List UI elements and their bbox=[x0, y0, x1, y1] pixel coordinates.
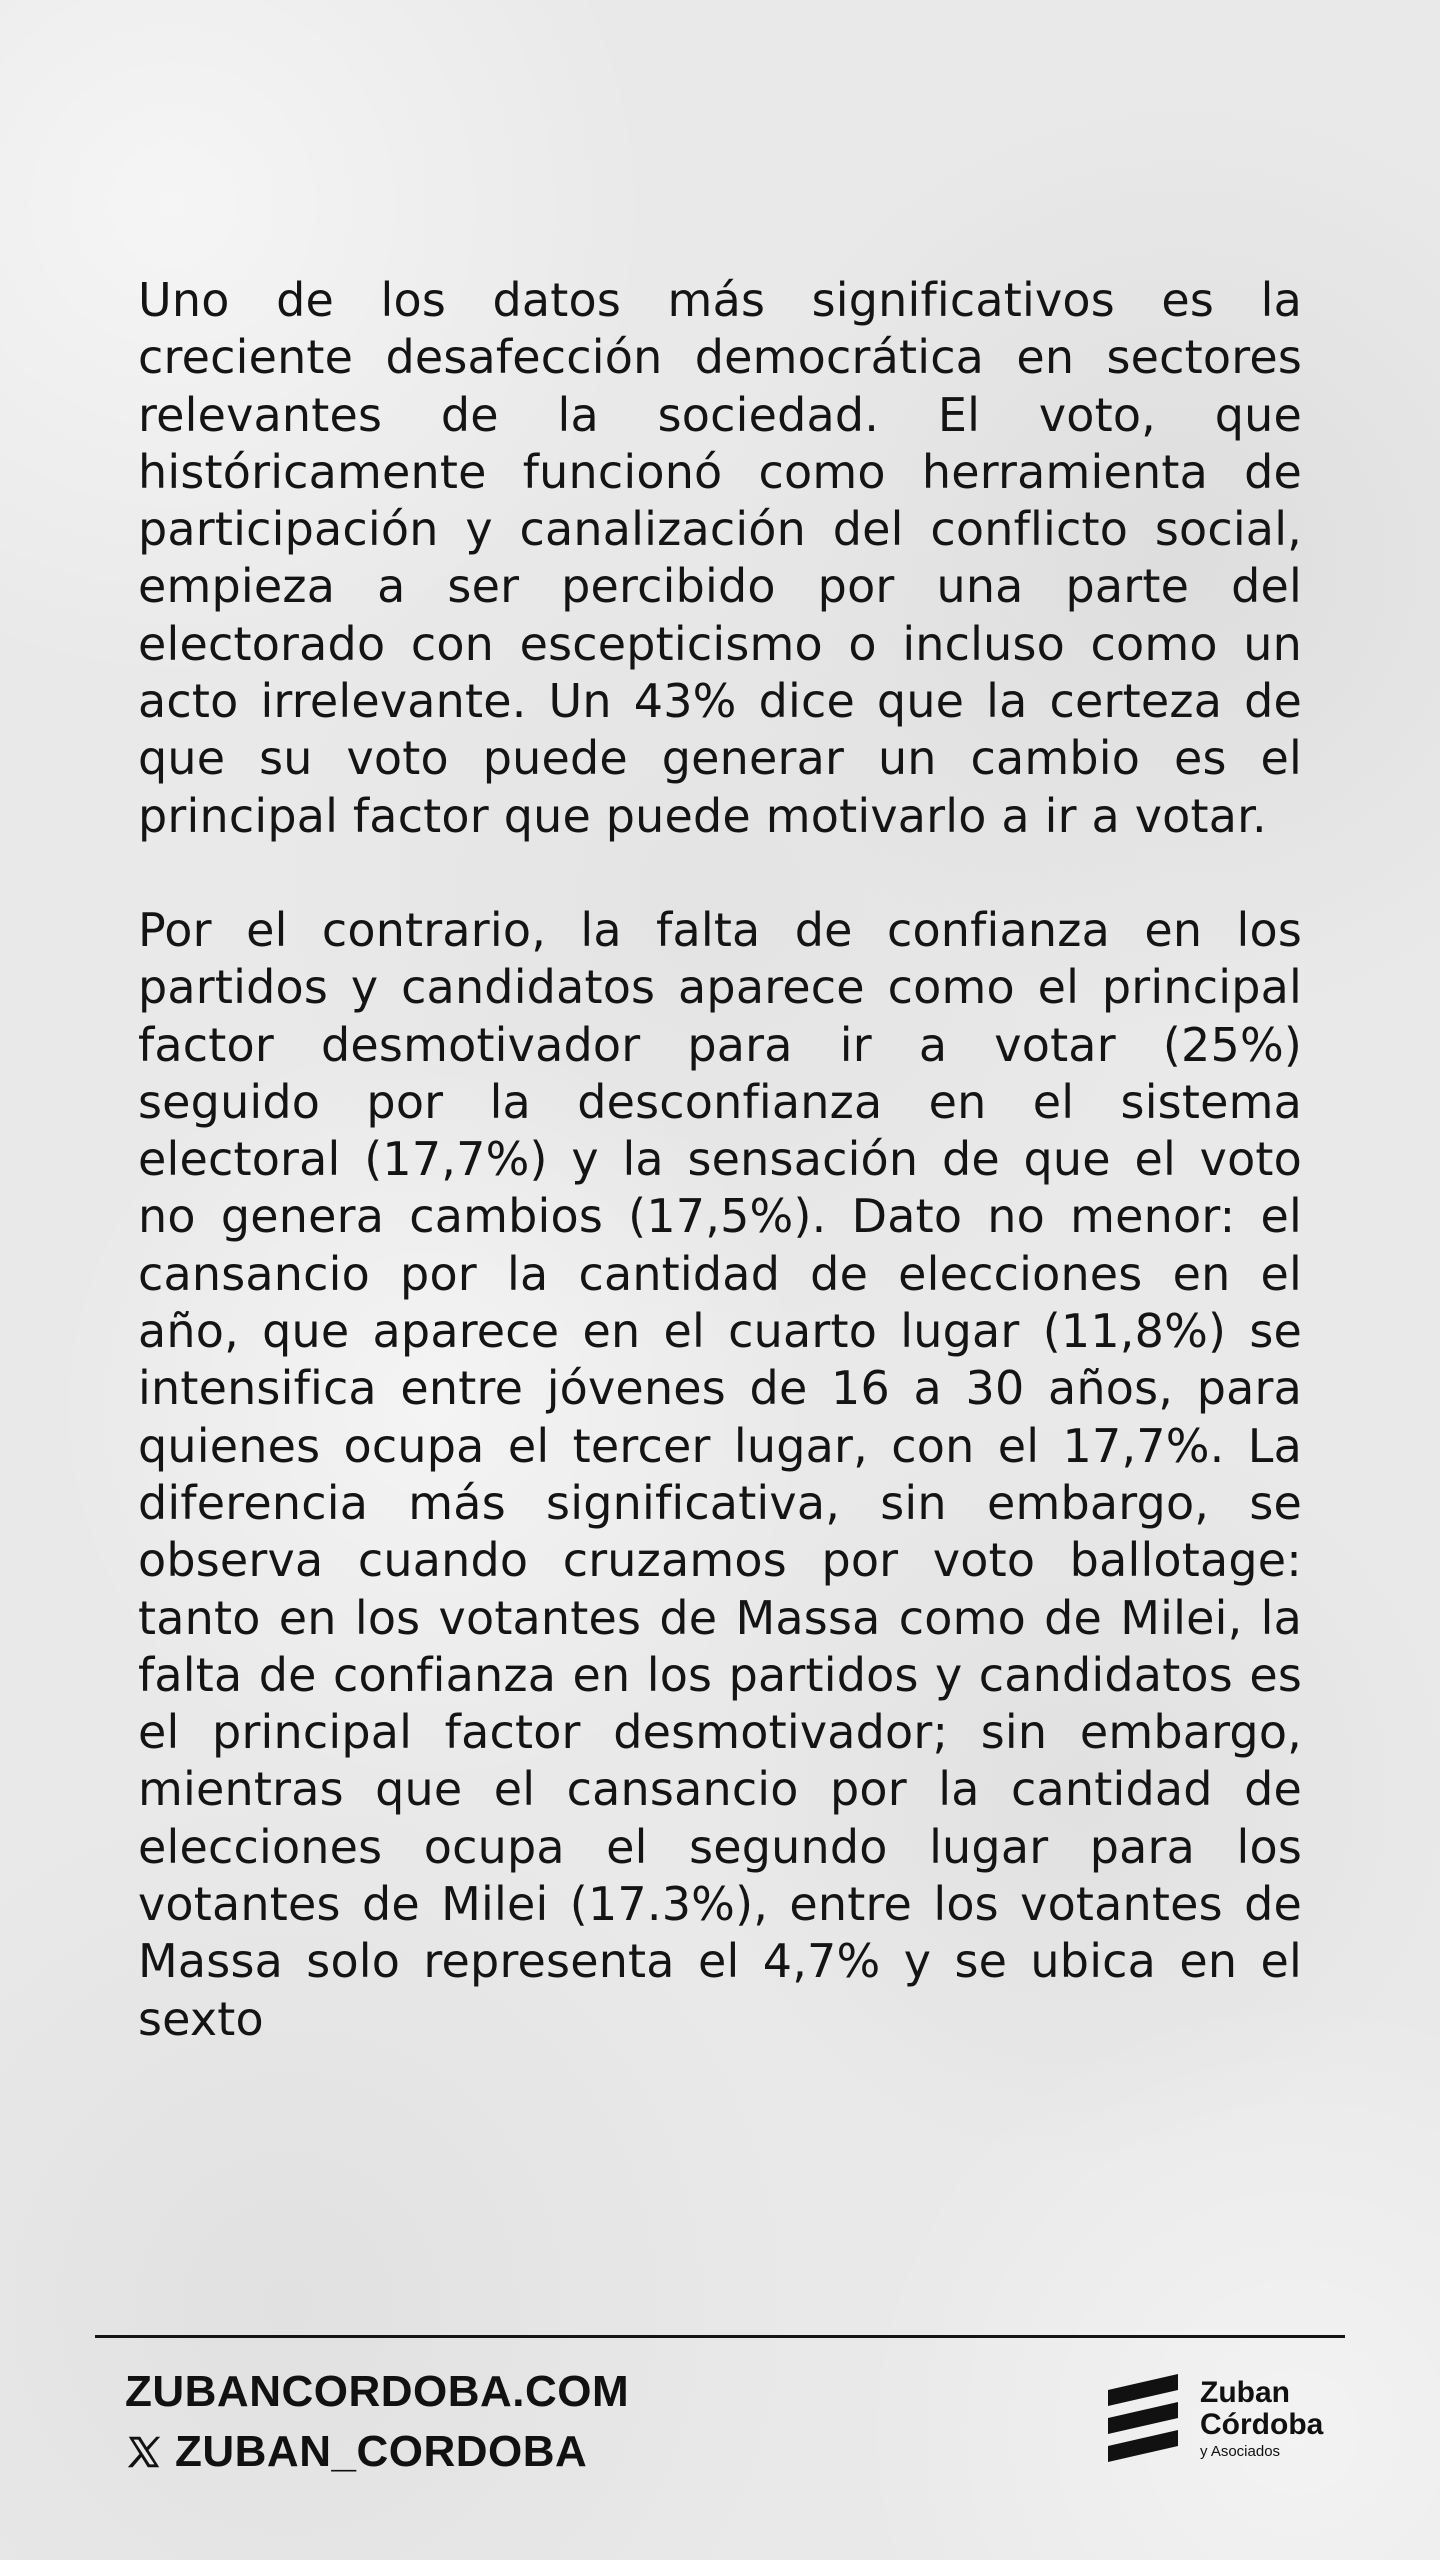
x-logo-icon bbox=[125, 2433, 163, 2471]
logo-line-3: y Asociados bbox=[1200, 2442, 1281, 2460]
logo-line-2: Córdoba bbox=[1200, 2407, 1324, 2441]
zuban-cordoba-logo bbox=[1100, 2372, 1323, 2464]
social-handle[interactable]: ZUBAN_CORDOBA bbox=[175, 2427, 588, 2476]
zuban-cordoba-mark-icon bbox=[1100, 2372, 1190, 2464]
website-link-row[interactable] bbox=[125, 2362, 629, 2422]
social-handle-row[interactable] bbox=[125, 2422, 629, 2482]
paragraph-1: Uno de los datos más significativos es la creciente desafección democrática en sectores relevantes de la sociedad. El voto, que históricamente funcionó como herramienta de participación y canalización del conflicto social, empieza a ser percibido por una parte del electorado con escepticismo o incluso como un acto irrelevante. Un 43% dice que la certeza de que su voto puede generar un cambio es el principal factor que puede motivarlo a ir a votar. bbox=[138, 273, 1302, 843]
article-body bbox=[138, 272, 1302, 2105]
paragraph-2: Por el contrario, la falta de confianza en los partidos y candidatos aparece como el principal factor desmotivador para ir a votar (25%) seguido por la desconfianza en el sistema electoral (17,7%) y la sensación de que el voto no genera cambios (17,5%). Dato no menor: el cansancio por la cantidad de elecciones en el año, que aparece en el cuarto lugar (11,8%) se intensifica entre jóvenes de 16 a 30 años, para quienes ocupa el tercer lugar, con el 17,7%. La diferencia más significativa, sin embargo, se observa cuando cruzamos por voto ballotage: tanto en los votantes de Massa como de Milei, la falta de confianza en los partidos y candidatos es el principal factor desmotivador; sin embargo, mientras que el cansancio por la cantidad de elecciones ocupa el segundo lugar para los votantes de Milei (17.3%), entre los votantes de Massa solo representa el 4,7% y se ubica en el sexto bbox=[138, 902, 1302, 2046]
logo-wordmark bbox=[1200, 2375, 1324, 2460]
footer-contact bbox=[125, 2362, 629, 2482]
website-link[interactable]: ZUBANCORDOBA.COM bbox=[125, 2367, 630, 2416]
logo-line-1: Zuban bbox=[1200, 2375, 1290, 2409]
footer-divider bbox=[95, 2335, 1345, 2338]
